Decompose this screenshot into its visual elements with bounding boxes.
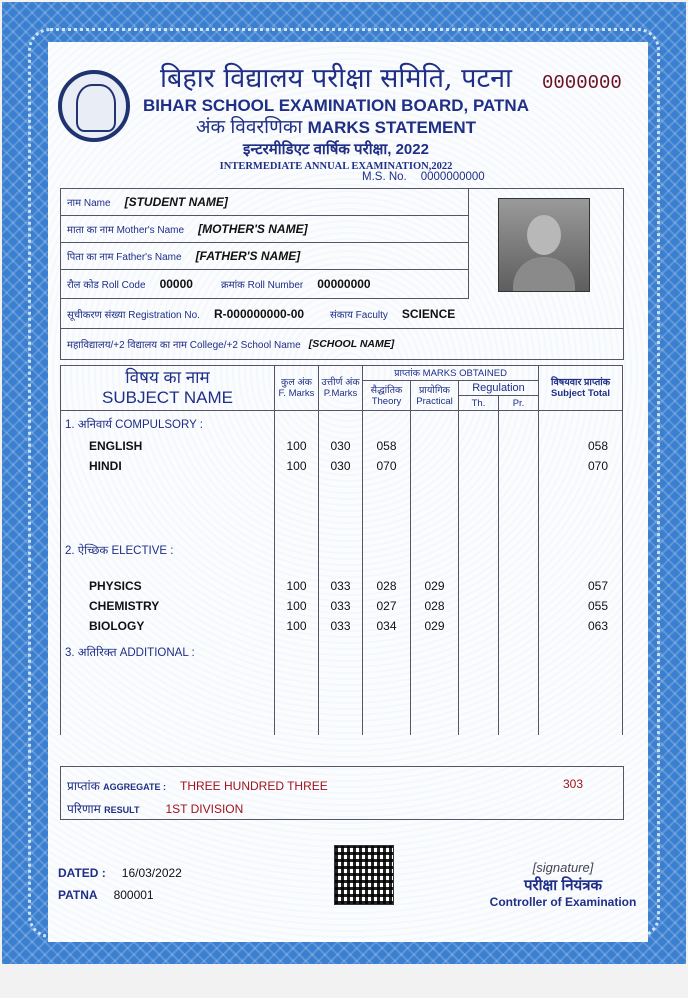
regulation-cell	[459, 619, 499, 639]
document-title	[136, 116, 536, 140]
subject-total-header	[539, 366, 623, 411]
subject-name: ENGLISH	[61, 439, 275, 459]
school-name: [SCHOOL NAME]	[308, 338, 395, 350]
pass-marks: 033	[319, 599, 363, 619]
theory-marks: 070	[363, 459, 411, 479]
empty-cell	[539, 639, 623, 735]
photo-placeholder	[498, 198, 590, 292]
pass-marks: 030	[319, 439, 363, 459]
theory-marks: 034	[363, 619, 411, 639]
practical-marks: 028	[411, 599, 459, 619]
fmarks-en: F. Marks	[278, 388, 315, 399]
subject-row	[61, 579, 623, 599]
name-row	[61, 189, 469, 216]
practical-en: Practical	[416, 395, 453, 407]
theory-marks: 028	[363, 579, 411, 599]
subject-name: PHYSICS	[61, 579, 275, 599]
subject-row	[61, 619, 623, 639]
empty-cell	[411, 537, 459, 579]
pmarks-hi: उत्तीर्ण अंक	[321, 377, 360, 388]
empty-cell	[499, 479, 539, 537]
empty-cell	[539, 479, 623, 537]
registration-label: सूचीकरण संख्या Registration No.	[67, 309, 200, 321]
empty-cell	[411, 479, 459, 537]
category-row	[61, 537, 623, 579]
subject-total: 063	[539, 619, 623, 639]
empty-cell	[61, 479, 275, 537]
total-en: Subject Total	[551, 388, 610, 399]
theory-hi: सैद्धांतिक	[370, 384, 403, 396]
reg-practical-header: Pr.	[499, 396, 539, 411]
pin-code: 800001	[113, 888, 154, 902]
category-label: 2. ऐच्छिक ELECTIVE :	[61, 537, 275, 579]
mother-label: माता का नाम Mother's Name	[67, 225, 185, 236]
total-hi: विषयवार प्राप्तांक	[551, 377, 610, 388]
empty-cell	[319, 479, 363, 537]
theory-marks: 058	[363, 439, 411, 459]
pass-marks: 033	[319, 579, 363, 599]
subject-total: 057	[539, 579, 623, 599]
marks-statement	[48, 42, 648, 942]
aggregate-label-hi: प्राप्तांक	[67, 779, 100, 793]
category-label: 1. अनिवार्य COMPULSORY :	[61, 411, 275, 440]
empty-cell	[539, 537, 623, 579]
subject-name: HINDI	[61, 459, 275, 479]
father-row	[61, 243, 469, 270]
spacer-row	[61, 479, 623, 537]
subject-row	[61, 439, 623, 459]
theory-en: Theory	[371, 395, 402, 407]
registration-row	[61, 299, 623, 329]
regulation-cell	[499, 579, 539, 599]
aggregate-row	[67, 777, 328, 794]
place: PATNA	[58, 888, 98, 902]
empty-cell	[459, 639, 499, 735]
date-value: 16/03/2022	[121, 866, 182, 880]
empty-cell	[363, 639, 411, 735]
full-marks: 100	[275, 579, 319, 599]
aggregate-box	[60, 766, 624, 820]
subject-head-hindi: विषय का नाम	[125, 368, 210, 387]
empty-cell	[319, 411, 363, 440]
roll-code-label: रौल कोड Roll Code	[67, 280, 146, 291]
mother-name: [MOTHER'S NAME]	[198, 222, 308, 236]
full-marks: 100	[275, 439, 319, 459]
practical-marks	[411, 439, 459, 459]
result-label-hi: परिणाम	[67, 802, 101, 816]
full-marks: 100	[275, 459, 319, 479]
regulation-cell	[459, 599, 499, 619]
aggregate-words: THREE HUNDRED THREE	[179, 779, 328, 793]
empty-cell	[459, 537, 499, 579]
full-marks: 100	[275, 619, 319, 639]
subject-header	[61, 366, 275, 411]
regulation-cell	[459, 459, 499, 479]
student-name: [STUDENT NAME]	[124, 195, 228, 209]
date-block	[58, 862, 182, 906]
regulation-cell	[459, 579, 499, 599]
practical-hi: प्रायोगिक	[419, 384, 450, 396]
empty-cell	[411, 411, 459, 440]
empty-cell	[499, 639, 539, 735]
controller-english: Controller of Examination	[489, 895, 637, 909]
reg-theory-header: Th.	[459, 396, 499, 411]
subject-head-english: SUBJECT NAME	[102, 388, 233, 407]
regulation-cell	[499, 599, 539, 619]
registration-number: R-000000000-00	[213, 306, 305, 321]
result-label-en: RESULT	[104, 805, 140, 815]
exam-name-english: INTERMEDIATE ANNUAL EXAMINATION,2022	[219, 161, 453, 172]
school-label: महाविद्यालय/+2 विद्यालय का नाम College/+2 School Name	[67, 340, 301, 351]
ms-number	[362, 170, 485, 184]
empty-cell	[275, 537, 319, 579]
regulation-cell	[499, 459, 539, 479]
board-name-english: BIHAR SCHOOL EXAMINATION BOARD, PATNA	[143, 96, 529, 115]
father-label: पिता का नाम Father's Name	[67, 252, 182, 263]
fmarks-hi: कुल अंक	[281, 377, 312, 388]
empty-cell	[319, 639, 363, 735]
roll-row	[61, 270, 469, 299]
subject-total: 070	[539, 459, 623, 479]
subject-total: 055	[539, 599, 623, 619]
controller-hindi: परीक्षा नियंत्रक	[523, 877, 603, 894]
empty-cell	[411, 639, 459, 735]
board-name-hindi: बिहार विद्यालय परीक्षा समिति, पटना	[159, 63, 513, 94]
subject-name: BIOLOGY	[61, 619, 275, 639]
theory-marks: 027	[363, 599, 411, 619]
dated-label: DATED :	[58, 866, 106, 880]
empty-cell	[275, 479, 319, 537]
practical-marks: 029	[411, 619, 459, 639]
board-seal-icon	[58, 70, 130, 142]
aggregate-total: 303	[562, 777, 583, 791]
regulation-cell	[499, 619, 539, 639]
roll-number-label: क्रमांक Roll Number	[220, 280, 304, 291]
empty-cell	[319, 537, 363, 579]
title-hindi: अंक विवरणिका	[195, 117, 303, 138]
student-info	[60, 188, 624, 360]
serial-number: 0000000	[542, 72, 622, 94]
empty-cell	[459, 479, 499, 537]
empty-cell	[275, 639, 319, 735]
marks-body	[61, 411, 623, 736]
category-row	[61, 411, 623, 440]
pass-marks: 033	[319, 619, 363, 639]
category-row	[61, 639, 623, 735]
empty-cell	[539, 411, 623, 440]
controller-block	[488, 860, 638, 909]
qr-code-icon	[334, 845, 394, 905]
header	[136, 62, 536, 174]
roll-number: 00000000	[317, 277, 371, 291]
mother-row	[61, 216, 469, 243]
practical-marks: 029	[411, 579, 459, 599]
exam-name-hindi: इन्टरमीडिएट वार्षिक परीक्षा, 2022	[243, 141, 429, 158]
signature: [signature]	[532, 860, 594, 875]
practical-marks	[411, 459, 459, 479]
pass-marks: 030	[319, 459, 363, 479]
practical-header	[411, 381, 459, 411]
subject-total: 058	[539, 439, 623, 459]
title-english: MARKS STATEMENT	[307, 118, 477, 137]
subject-row	[61, 459, 623, 479]
result-value: 1ST DIVISION	[165, 802, 244, 816]
school-row	[61, 329, 623, 359]
empty-cell	[499, 411, 539, 440]
pass-marks-header	[319, 366, 363, 411]
empty-cell	[275, 411, 319, 440]
regulation-header: Regulation	[459, 381, 539, 396]
empty-cell	[363, 537, 411, 579]
full-marks: 100	[275, 599, 319, 619]
ms-no-value: 0000000000	[420, 171, 485, 183]
marks-table	[60, 365, 623, 735]
pmarks-en: P.Marks	[323, 388, 358, 399]
subject-row	[61, 599, 623, 619]
regulation-cell	[459, 439, 499, 459]
roll-code: 00000	[159, 277, 193, 291]
empty-cell	[363, 479, 411, 537]
subject-name: CHEMISTRY	[61, 599, 275, 619]
theory-header	[363, 381, 411, 411]
full-marks-header	[275, 366, 319, 411]
empty-cell	[459, 411, 499, 440]
empty-cell	[499, 537, 539, 579]
ms-no-label: M.S. No.	[362, 171, 407, 183]
name-label: नाम Name	[67, 198, 111, 209]
empty-cell	[363, 411, 411, 440]
father-name: [FATHER'S NAME]	[195, 249, 301, 263]
aggregate-label-en: AGGREGATE :	[103, 782, 166, 792]
result-row	[67, 800, 243, 817]
regulation-cell	[499, 439, 539, 459]
faculty: SCIENCE	[401, 306, 456, 321]
marks-obtained-header: प्राप्तांक MARKS OBTAINED	[363, 366, 539, 381]
category-label: 3. अतिरिक्त ADDITIONAL :	[61, 639, 275, 735]
faculty-label: संकाय Faculty	[330, 309, 388, 321]
